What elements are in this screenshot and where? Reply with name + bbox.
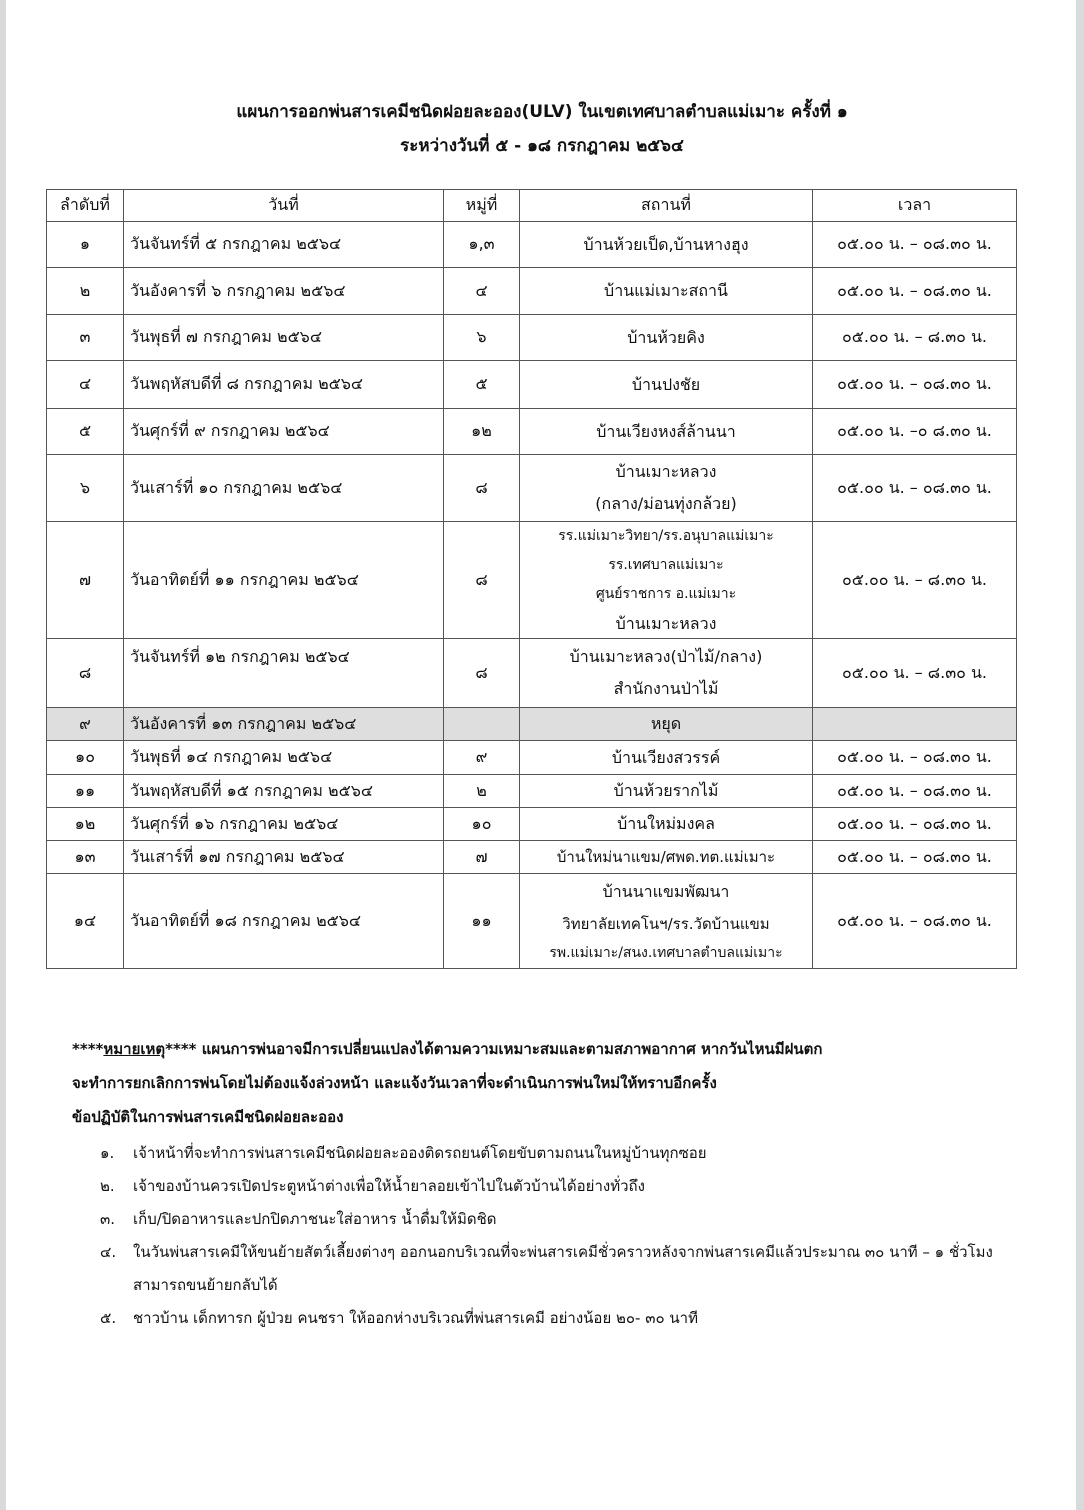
cell-village: ๖: [444, 315, 520, 361]
cell-village: ๒: [444, 775, 520, 808]
cell-order: ๓: [47, 315, 124, 361]
table-row: [47, 775, 1017, 808]
place-line: บ้านห้วยรากไม้: [613, 781, 719, 800]
cell-date: วันพฤหัสบดีที่ ๘ กรกฎาคม ๒๕๖๔: [124, 361, 444, 409]
place-line: รพ.แม่เมาะ/สนง.เทศบาลตำบลแม่เมาะ: [549, 945, 783, 961]
cell-date: วันอาทิตย์ที่ ๑๑ กรกฎาคม ๒๕๖๔: [124, 522, 444, 639]
column-header-place: สถานที่: [520, 190, 813, 222]
remark-suffix: ****: [165, 1040, 197, 1058]
place-line: บ้านห้วยเป็ด,บ้านหางฮุง: [583, 234, 749, 254]
rule-number: ๑.: [100, 1144, 115, 1162]
table-row: [47, 841, 1017, 874]
rule-text: ชาวบ้าน เด็กทารก ผู้ป่วย คนชรา ให้ออกห่างบริเวณที่พ่นสารเคมี อย่างน้อย ๒๐- ๓๐ นาที: [133, 1309, 698, 1327]
cell-time: ๐๕.๐๐ น. – ๘.๓๐ น.: [813, 639, 1017, 708]
place-line: บ้านเมาะหลวง: [615, 614, 717, 633]
remark-label: หมายเหตุ: [103, 1040, 166, 1058]
table-row: [47, 741, 1017, 775]
rules-list: [100, 1137, 1030, 1335]
remark-section: [72, 1032, 1032, 1134]
cell-time: [813, 708, 1017, 741]
place-line: สำนักงานป่าไม้: [613, 679, 719, 698]
place-line: บ้านเวียงหงส์ล้านนา: [596, 421, 736, 441]
table-row: [47, 522, 1017, 639]
cell-date: วันอาทิตย์ที่ ๑๘ กรกฎาคม ๒๕๖๔: [124, 874, 444, 969]
cell-place: [520, 268, 813, 315]
cell-place: [520, 841, 813, 874]
cell-date: วันพุธที่ ๗ กรกฎาคม ๒๕๖๔: [124, 315, 444, 361]
cell-time: ๐๕.๐๐ น. – ๐๘.๓๐ น.: [813, 268, 1017, 315]
cell-village: ๑,๓: [444, 222, 520, 268]
rule-text: เจ้าของบ้านควรเปิดประตูหน้าต่างเพื่อให้น้ำยาลอยเข้าไปในตัวบ้านได้อย่างทั่วถึง: [133, 1177, 645, 1195]
rule-number: ๔.: [100, 1243, 117, 1261]
document-title: แผนการออกพ่นสารเคมีชนิดฝอยละออง(ULV) ในเขตเทศบาลตำบลแม่เมาะ ครั้งที่ ๑: [236, 102, 848, 122]
rule-text: เก็บ/ปิดอาหารและปกปิดภาชนะใส่อาหาร น้ำดื่มให้มิดชิด: [133, 1210, 497, 1228]
list-item: [100, 1203, 1030, 1236]
place-line: รร.แม่เมาะวิทยา/รร.อนุบาลแม่เมาะ: [558, 528, 774, 544]
cell-order: ๗: [47, 522, 124, 639]
place-line: บ้านนาแขมพัฒนา: [602, 882, 730, 901]
cell-order: ๑๑: [47, 775, 124, 808]
table-row: [47, 222, 1017, 268]
cell-time: ๐๕.๐๐ น. – ๘.๓๐ น.: [813, 522, 1017, 639]
cell-order: ๑๐: [47, 741, 124, 775]
rule-number: ๓.: [100, 1210, 116, 1228]
remark-line: [72, 1032, 1032, 1066]
cell-time: ๐๕.๐๐ น. – ๐๘.๓๐ น.: [813, 874, 1017, 969]
cell-place: [520, 361, 813, 409]
cell-date: วันเสาร์ที่ ๑๗ กรกฎาคม ๒๕๖๔: [124, 841, 444, 874]
column-header-time: เวลา: [813, 190, 1017, 222]
cell-order: ๑๒: [47, 808, 124, 841]
cell-place: [520, 808, 813, 841]
cell-date: วันศุกร์ที่ ๑๖ กรกฎาคม ๒๕๖๔: [124, 808, 444, 841]
table-row: [47, 639, 1017, 708]
rule-number: ๕.: [100, 1309, 117, 1327]
place-line: บ้านใหม่มงคล: [617, 814, 715, 833]
remark-text: แผนการพ่นอาจมีการเปลี่ยนแปลงได้ตามความเหมาะสมและตามสภาพอากาศ หากวันไหนมีฝนตก: [196, 1040, 823, 1058]
table-row: [47, 361, 1017, 409]
document-subtitle: ระหว่างวันที่ ๕ - ๑๘ กรกฎาคม ๒๕๖๔: [400, 136, 684, 156]
table-row: [47, 874, 1017, 969]
cell-village: ๙: [444, 741, 520, 775]
cell-date: วันจันทร์ที่ ๕ กรกฎาคม ๒๕๖๔: [124, 222, 444, 268]
cell-date: วันอังคารที่ ๖ กรกฎาคม ๒๕๖๔: [124, 268, 444, 315]
cell-village: ๔: [444, 268, 520, 315]
cell-order: ๕: [47, 409, 124, 455]
cell-village: ๘: [444, 522, 520, 639]
table-row: [47, 409, 1017, 455]
place-line: ศูนย์ราชการ อ.แม่เมาะ: [595, 586, 737, 602]
cell-order: ๖: [47, 455, 124, 522]
place-line: บ้านเวียงสวรรค์: [611, 747, 721, 767]
cell-date: วันพุธที่ ๑๔ กรกฎาคม ๒๕๖๔: [124, 741, 444, 775]
cell-time: ๐๕.๐๐ น. – ๐๘.๓๐ น.: [813, 741, 1017, 775]
cell-place: [520, 639, 813, 708]
cell-place: [520, 741, 813, 775]
list-item: [100, 1236, 1030, 1302]
cell-village: ๑๐: [444, 808, 520, 841]
list-item: [100, 1137, 1030, 1170]
cell-place: [520, 775, 813, 808]
cell-order: ๒: [47, 268, 124, 315]
cell-time: ๐๕.๐๐ น. – ๐๘.๓๐ น.: [813, 361, 1017, 409]
cell-place: [520, 315, 813, 361]
list-item: [100, 1302, 1030, 1335]
rule-text: ในวันพ่นสารเคมีให้ขนย้ายสัตว์เลี้ยงต่างๆ ออกนอกบริเวณที่จะพ่นสารเคมีชั่วคราวหลังจากพ่นสารเคมีแล้วประมาณ ๓๐ นาที – ๑ ชั่วโมงสามารถขนย้ายกลับได้: [133, 1243, 993, 1294]
column-header-date: วันที่: [124, 190, 444, 222]
cell-time: ๐๕.๐๐ น. – ๐๘.๓๐ น.: [813, 808, 1017, 841]
table-row: [47, 268, 1017, 315]
cell-date: วันศุกร์ที่ ๙ กรกฎาคม ๒๕๖๔: [124, 409, 444, 455]
cell-date: วันเสาร์ที่ ๑๐ กรกฎาคม ๒๕๖๔: [124, 455, 444, 522]
cell-place: [520, 222, 813, 268]
table-row: [47, 315, 1017, 361]
cell-place: [520, 455, 813, 522]
rule-number: ๒.: [100, 1177, 115, 1195]
remark-prefix: ****: [72, 1040, 104, 1058]
column-header-order: ลำดับที่: [47, 190, 124, 222]
place-line: บ้านใหม่นาแขม/ศพด.ทต.แม่เมาะ: [556, 848, 776, 866]
cell-village: ๕: [444, 361, 520, 409]
cell-village: [444, 708, 520, 741]
cell-village: ๘: [444, 639, 520, 708]
cell-order: ๑๔: [47, 874, 124, 969]
cell-time: ๐๕.๐๐ น. –๐ ๘.๓๐ น.: [813, 409, 1017, 455]
place-line: บ้านเมาะหลวง(ป่าไม้/กลาง): [569, 647, 763, 666]
cell-order: ๙: [47, 708, 124, 741]
table-row: [47, 808, 1017, 841]
cell-village: ๗: [444, 841, 520, 874]
cell-time: ๐๕.๐๐ น. – ๐๘.๓๐ น.: [813, 455, 1017, 522]
cell-date: วันพฤหัสบดีที่ ๑๕ กรกฎาคม ๒๕๖๔: [124, 775, 444, 808]
place-line: รร.เทศบาลแม่เมาะ: [608, 557, 724, 573]
cell-place: [520, 708, 813, 741]
cell-order: ๑: [47, 222, 124, 268]
rules-title: ข้อปฏิบัติในการพ่นสารเคมีชนิดฝอยละออง: [72, 1108, 344, 1126]
table-row: [47, 455, 1017, 522]
schedule-table: [46, 189, 1017, 969]
cell-time: ๐๕.๐๐ น. – ๐๘.๓๐ น.: [813, 222, 1017, 268]
cell-order: ๘: [47, 639, 124, 708]
place-line: หยุด: [650, 714, 682, 733]
cell-order: ๑๓: [47, 841, 124, 874]
place-line: บ้านห้วยคิง: [627, 327, 705, 347]
place-line: บ้านปงชัย: [631, 374, 701, 394]
list-item: [100, 1170, 1030, 1203]
table-row-holiday: [47, 708, 1017, 741]
rule-text: เจ้าหน้าที่จะทำการพ่นสารเคมีชนิดฝอยละอองติดรถยนต์โดยขับตามถนนในหมู่บ้านทุกซอย: [133, 1144, 707, 1162]
place-line: วิทยาลัยเทคโนฯ/รร.วัดบ้านแขม: [562, 915, 770, 933]
table-header-row: [47, 190, 1017, 222]
cell-place: [520, 522, 813, 639]
cell-time: ๐๕.๐๐ น. – ๘.๓๐ น.: [813, 315, 1017, 361]
place-line: บ้านแม่เมาะสถานี: [604, 281, 728, 300]
cell-village: ๑๒: [444, 409, 520, 455]
cell-date: วันจันทร์ที่ ๑๒ กรกฎาคม ๒๕๖๔: [124, 639, 444, 708]
place-line: (กลาง/ม่อนทุ่งกล้วย): [595, 494, 737, 513]
cell-village: ๘: [444, 455, 520, 522]
remark-text-line2: จะทำการยกเลิกการพ่นโดยไม่ต้องแจ้งล่วงหน้า และแจ้งวันเวลาที่จะดำเนินการพ่นใหม่ให้ทราบอีกครั้ง: [72, 1074, 717, 1092]
place-line: บ้านเมาะหลวง: [615, 462, 717, 481]
cell-order: ๔: [47, 361, 124, 409]
cell-village: ๑๑: [444, 874, 520, 969]
cell-place: [520, 409, 813, 455]
cell-date: วันอังคารที่ ๑๓ กรกฎาคม ๒๕๖๔: [124, 708, 444, 741]
cell-place: [520, 874, 813, 969]
cell-time: ๐๕.๐๐ น. – ๐๘.๓๐ น.: [813, 841, 1017, 874]
cell-time: ๐๕.๐๐ น. – ๐๘.๓๐ น.: [813, 775, 1017, 808]
column-header-village: หมู่ที่: [444, 190, 520, 222]
